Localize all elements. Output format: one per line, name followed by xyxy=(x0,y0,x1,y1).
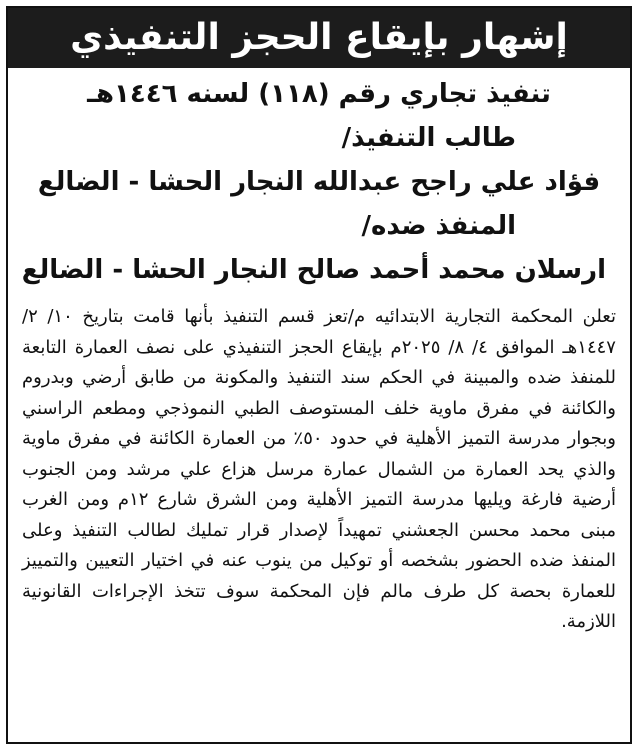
respondent-name: ارسلان محمد أحمد صالح النجار الحشا - الضالع xyxy=(21,255,606,285)
case-number-line: تنفيذ تجاري رقم (١١٨) لسنه ١٤٤٦هـ xyxy=(87,79,551,109)
applicant-label: طالب التنفيذ/ xyxy=(341,123,516,153)
applicant-name: فؤاد علي راجح عبدالله النجار الحشا - الضالع xyxy=(37,167,601,197)
notice-banner xyxy=(8,8,630,68)
notice-body-paragraph: تعلن المحكمة التجارية الابتدائيه م/تعز قسم التنفيذ بأنها قامت بتاريخ ١٠/ ٢/ ١٤٤٧هـ الموافق ٤/ ٨/ ٢٠٢٥م بإيقاع الحجز التنفيذي على نصف العمارة التابعة للمنفذ ضده والمبينة في الحكم سند التنفيذ والمكونة من طابق أرضي وبدروم والكائنة في مفرق ماوية خلف المستوصف الطبي النموذجي ومطعم الراسني وبجوار مدرسة التميز الأهلية في حدود ٥٠٪ من العمارة الكائنة في مفرق ماوية والذي يحد العمارة من الشمال عمارة مرسل هزاع علي مرشد ومن الجنوب أرضية فارغة ويليها مدرسة التميز الأهلية ومن الشرق شارع ١٢م ومن الغرب مبنى محمد محسن الجعشني تمهيداً لإصدار قرار تمليك لطالب التنفيذ وعلى المنفذ ضده الحضور بشخصه أو توكيل من ينوب عنه في اختيار التعيين والتمييز للعمارة بحصة كل طرف مالم فإن المحكمة سوف تتخذ الإجراءات القانونية اللازمة. xyxy=(22,306,616,632)
notice-title: إشهار بإيقاع الحجز التنفيذي xyxy=(70,17,568,58)
court-notice xyxy=(6,6,632,744)
respondent-label: المنفذ ضده/ xyxy=(361,211,516,241)
notice-headings xyxy=(8,72,630,292)
notice-body xyxy=(22,302,616,638)
